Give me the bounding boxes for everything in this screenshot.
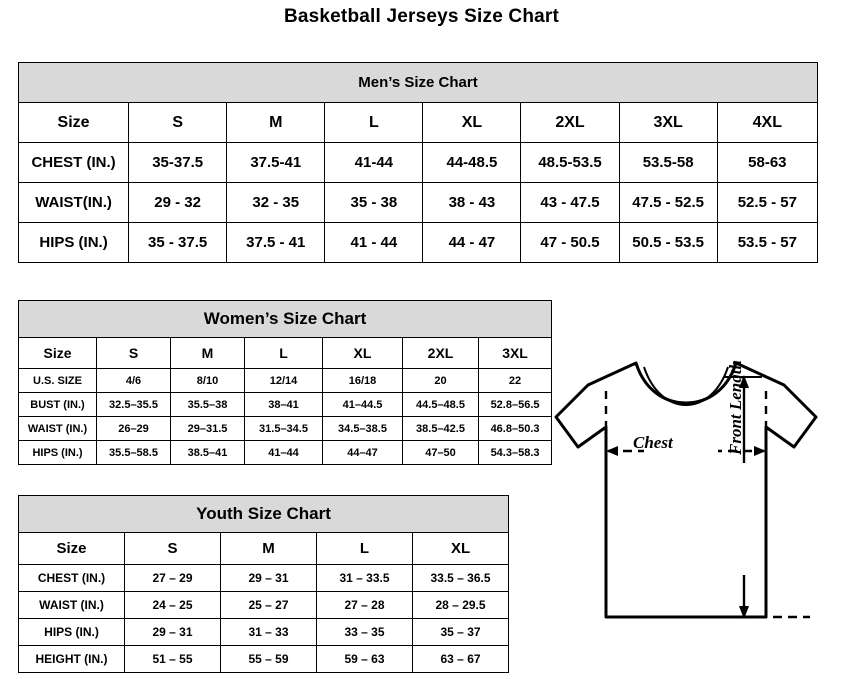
table-row-header [19,103,818,143]
cell-chest-s: 35-37.5 [129,143,227,183]
cell-hips-3xl: 54.3–58.3 [479,441,552,465]
cell-hips-l: 33 – 35 [317,619,413,646]
column-header-m: M [227,103,325,143]
cell-hips-s: 35.5–58.5 [97,441,171,465]
cell-chest-s: 27 – 29 [125,565,221,592]
row-label-waist: WAIST (IN.) [19,592,125,619]
cell-waist-s: 29 - 32 [129,183,227,223]
table-row-header [19,533,509,565]
cell-us-size-l: 12/14 [245,369,323,393]
mens-chart-title: Men’s Size Chart [19,63,818,103]
cell-hips-xl: 44–47 [323,441,403,465]
cell-chest-3xl: 53.5-58 [619,143,717,183]
column-header-xl: XL [323,338,403,369]
table-row [19,441,552,465]
womens-chart-title: Women’s Size Chart [19,301,552,338]
cell-chest-4xl: 58-63 [717,143,817,183]
cell-us-size-s: 4/6 [97,369,171,393]
front-length-measure-label: Front Length [726,360,745,455]
cell-hips-l: 41–44 [245,441,323,465]
column-header-3xl: 3XL [479,338,552,369]
column-header-m: M [171,338,245,369]
tshirt-outline-icon [548,355,836,667]
cell-hips-2xl: 47–50 [403,441,479,465]
row-label-us-size: U.S. SIZE [19,369,97,393]
cell-waist-xl: 34.5–38.5 [323,417,403,441]
cell-bust-m: 35.5–38 [171,393,245,417]
row-label-height: HEIGHT (IN.) [19,646,125,673]
column-header-s: S [97,338,171,369]
cell-height-s: 51 – 55 [125,646,221,673]
table-row [19,565,509,592]
cell-chest-m: 37.5-41 [227,143,325,183]
cell-height-xl: 63 – 67 [413,646,509,673]
chest-measure-label: Chest [633,433,673,452]
cell-hips-m: 37.5 - 41 [227,223,325,263]
column-header-size: Size [19,533,125,565]
cell-us-size-m: 8/10 [171,369,245,393]
cell-waist-xl: 28 – 29.5 [413,592,509,619]
cell-hips-4xl: 53.5 - 57 [717,223,817,263]
table-row [19,646,509,673]
cell-waist-m: 25 – 27 [221,592,317,619]
cell-waist-s: 26–29 [97,417,171,441]
cell-hips-s: 35 - 37.5 [129,223,227,263]
cell-chest-m: 29 – 31 [221,565,317,592]
cell-waist-l: 35 - 38 [325,183,423,223]
cell-waist-m: 32 - 35 [227,183,325,223]
row-label-hips: HIPS (IN.) [19,441,97,465]
cell-hips-xl: 35 – 37 [413,619,509,646]
cell-waist-3xl: 47.5 - 52.5 [619,183,717,223]
cell-hips-m: 31 – 33 [221,619,317,646]
row-label-chest: CHEST (IN.) [19,565,125,592]
measurement-diagram [548,355,836,667]
cell-waist-m: 29–31.5 [171,417,245,441]
table-row [19,143,818,183]
cell-height-l: 59 – 63 [317,646,413,673]
row-label-bust: BUST (IN.) [19,393,97,417]
youth-chart-title: Youth Size Chart [19,496,509,533]
cell-waist-s: 24 – 25 [125,592,221,619]
cell-bust-2xl: 44.5–48.5 [403,393,479,417]
cell-hips-l: 41 - 44 [325,223,423,263]
cell-bust-xl: 41–44.5 [323,393,403,417]
column-header-xl: XL [413,533,509,565]
row-label-chest: CHEST (IN.) [19,143,129,183]
cell-chest-xl: 33.5 – 36.5 [413,565,509,592]
cell-chest-xl: 44-48.5 [423,143,521,183]
table-row [19,592,509,619]
cell-us-size-3xl: 22 [479,369,552,393]
column-header-s: S [125,533,221,565]
cell-hips-2xl: 47 - 50.5 [521,223,619,263]
column-header-3xl: 3XL [619,103,717,143]
table-row [19,369,552,393]
column-header-l: L [317,533,413,565]
table-row-title [19,63,818,103]
cell-chest-2xl: 48.5-53.5 [521,143,619,183]
column-header-4xl: 4XL [717,103,817,143]
table-row-header [19,338,552,369]
cell-hips-xl: 44 - 47 [423,223,521,263]
table-row-title [19,301,552,338]
column-header-2xl: 2XL [403,338,479,369]
column-header-size: Size [19,338,97,369]
cell-height-m: 55 – 59 [221,646,317,673]
youth-size-chart-table [18,495,509,673]
cell-bust-s: 32.5–35.5 [97,393,171,417]
cell-waist-l: 31.5–34.5 [245,417,323,441]
column-header-m: M [221,533,317,565]
mens-size-chart-table [18,62,818,263]
cell-bust-l: 38–41 [245,393,323,417]
row-label-hips: HIPS (IN.) [19,619,125,646]
table-row [19,393,552,417]
cell-waist-l: 27 – 28 [317,592,413,619]
cell-waist-2xl: 38.5–42.5 [403,417,479,441]
column-header-2xl: 2XL [521,103,619,143]
cell-hips-s: 29 – 31 [125,619,221,646]
column-header-s: S [129,103,227,143]
cell-waist-2xl: 43 - 47.5 [521,183,619,223]
column-header-l: L [245,338,323,369]
column-header-l: L [325,103,423,143]
cell-waist-3xl: 46.8–50.3 [479,417,552,441]
womens-size-chart-table [18,300,552,465]
cell-chest-l: 31 – 33.5 [317,565,413,592]
row-label-waist: WAIST (IN.) [19,417,97,441]
cell-hips-3xl: 50.5 - 53.5 [619,223,717,263]
cell-us-size-xl: 16/18 [323,369,403,393]
row-label-hips: HIPS (IN.) [19,223,129,263]
table-row-title [19,496,509,533]
cell-chest-l: 41-44 [325,143,423,183]
page-title: Basketball Jerseys Size Chart [283,6,560,27]
cell-us-size-2xl: 20 [403,369,479,393]
column-header-size: Size [19,103,129,143]
table-row [19,223,818,263]
cell-bust-3xl: 52.8–56.5 [479,393,552,417]
cell-hips-m: 38.5–41 [171,441,245,465]
table-row [19,619,509,646]
row-label-waist: WAIST(IN.) [19,183,129,223]
column-header-xl: XL [423,103,521,143]
table-row [19,417,552,441]
table-row [19,183,818,223]
cell-waist-4xl: 52.5 - 57 [717,183,817,223]
cell-waist-xl: 38 - 43 [423,183,521,223]
